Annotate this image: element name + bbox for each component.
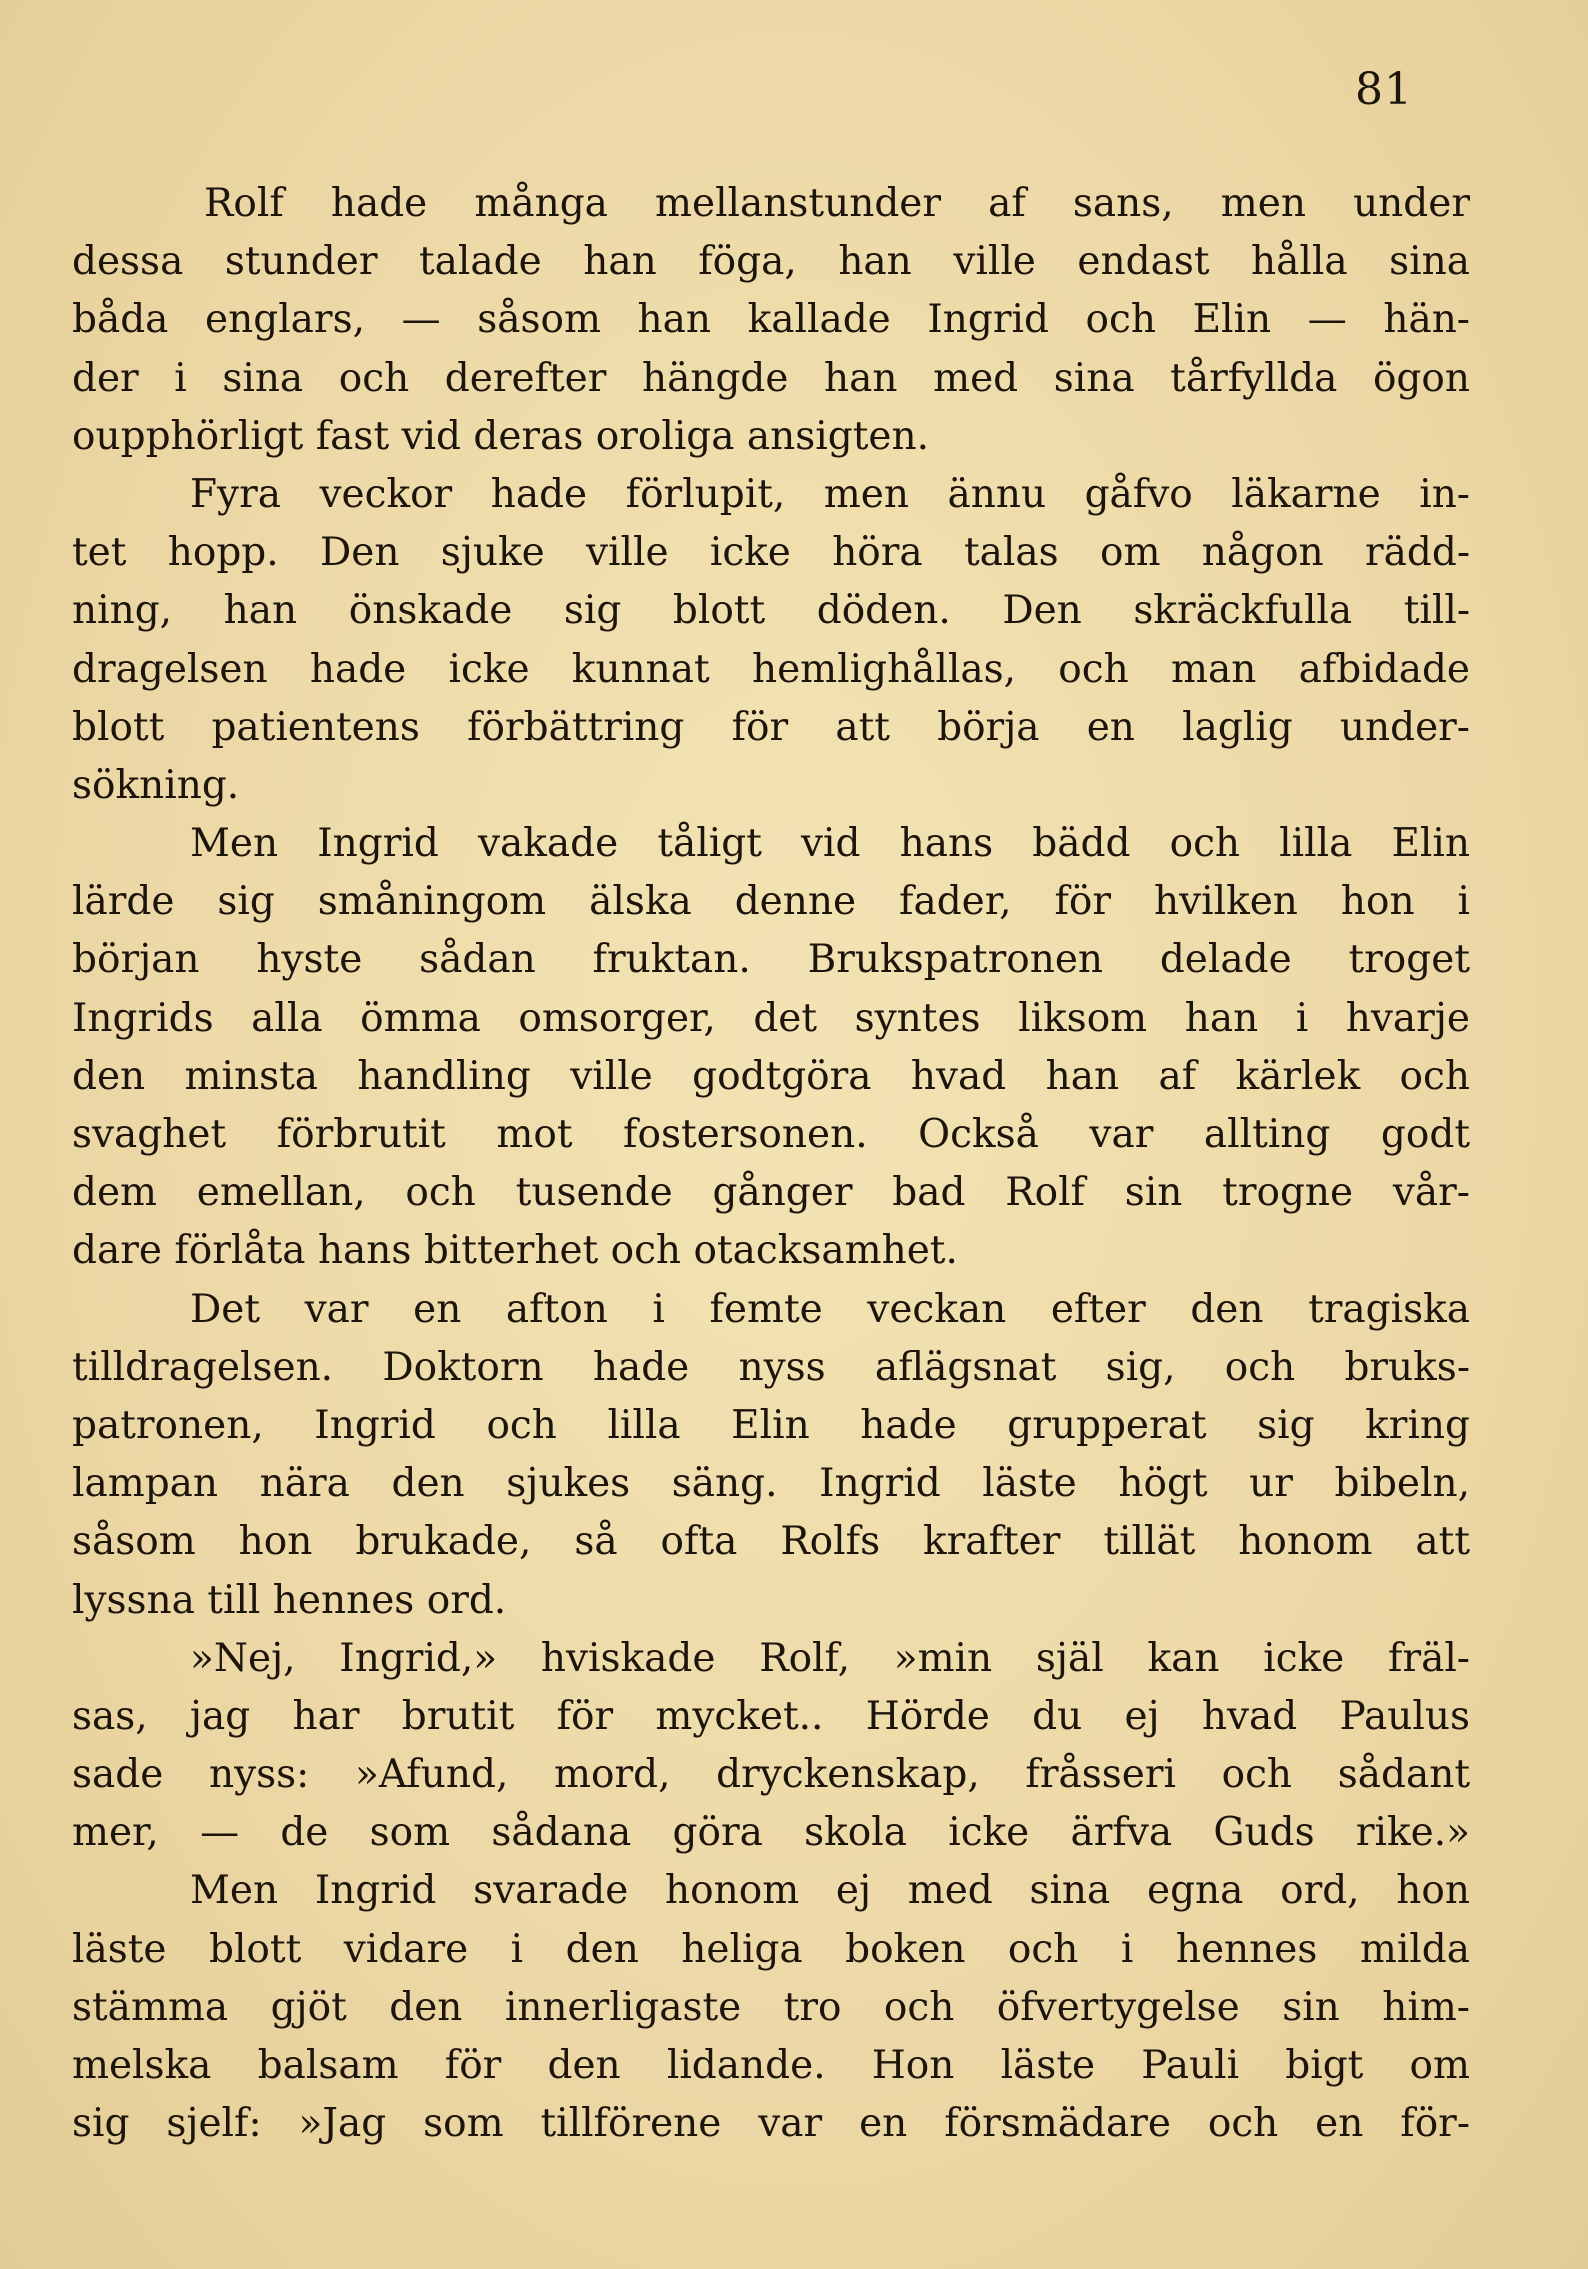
text-line: Men Ingrid svarade honom ej med sina egna ord, hon	[190, 1868, 1470, 1914]
text-line: sas, jag har brutit för mycket.. Hörde du ej hvad Paulus	[72, 1693, 1470, 1739]
text-line: dessa stunder talade han föga, han ville endast hålla sina	[72, 239, 1470, 285]
text-line: lyssna till hennes ord.	[72, 1577, 507, 1623]
text-line: dragelsen hade icke kunnat hemlighållas, och man afbidade	[72, 646, 1470, 692]
text-line: Ingrids alla ömma omsorger, det syntes liksom han i hvarje	[72, 995, 1470, 1041]
text-line: sig sjelf: »Jag som tillförene var en försmädare och en för-	[72, 2101, 1470, 2147]
text-line: stämma gjöt den innerligaste tro och öfvertygelse sin him-	[72, 1984, 1470, 2030]
text-line: den minsta handling ville godtgöra hvad han af kärlek och	[72, 1053, 1470, 1099]
text-line: ning, han önskade sig blott döden. Den skräckfulla till-	[72, 588, 1470, 634]
text-line: sade nyss: »Afund, mord, dryckenskap, fråsseri och sådant	[72, 1752, 1470, 1798]
text-line: lärde sig småningom älska denne fader, för hvilken hon i	[72, 879, 1470, 925]
text-line: Det var en afton i femte veckan efter den tragiska	[190, 1286, 1470, 1332]
body-text	[72, 175, 1470, 2153]
text-line: patronen, Ingrid och lilla Elin hade grupperat sig kring	[72, 1402, 1470, 1448]
text-line: »Nej, Ingrid,» hviskade Rolf, »min själ kan icke fräl-	[190, 1635, 1470, 1681]
text-line: der i sina och derefter hängde han med sina tårfyllda ögon	[72, 355, 1470, 401]
text-line: melska balsam för den lidande. Hon läste Pauli bigt om	[72, 2043, 1470, 2088]
text-line: blott patientens förbättring för att börja en laglig under-	[72, 704, 1470, 750]
text-line: tilldragelsen. Doktorn hade nyss aflägsnat sig, och bruks-	[72, 1344, 1470, 1390]
text-line: oupphörligt fast vid deras oroliga ansigten.	[72, 413, 929, 459]
text-line: Rolf hade många mellanstunder af sans, men under	[204, 181, 1470, 226]
text-line: båda englars, — såsom han kallade Ingrid och Elin — hän-	[72, 297, 1470, 343]
text-line: början hyste sådan fruktan. Brukspatronen delade troget	[72, 937, 1470, 983]
text-line: Men Ingrid vakade tåligt vid hans bädd och lilla Elin	[190, 821, 1470, 867]
text-line: såsom hon brukade, så ofta Rolfs krafter tillät honom att	[72, 1519, 1470, 1565]
text-line: lampan nära den sjukes säng. Ingrid läste högt ur bibeln,	[72, 1461, 1470, 1507]
text-line: dem emellan, och tusende gånger bad Rolf sin trogne vår-	[72, 1170, 1470, 1216]
text-line: Fyra veckor hade förlupit, men ännu gåfvo läkarne in-	[190, 471, 1470, 517]
text-line: sökning.	[72, 762, 240, 808]
text-line: läste blott vidare i den heliga boken och i hennes milda	[72, 1926, 1470, 1972]
text-line: dare förlåta hans bitterhet och otacksamhet.	[72, 1228, 958, 1274]
page-number: 81	[1355, 64, 1413, 115]
text-line: mer, — de som sådana göra skola icke ärfva Guds rike.»	[72, 1810, 1470, 1856]
text-line: tet hopp. Den sjuke ville icke höra talas om någon rädd-	[72, 530, 1470, 576]
text-line: svaghet förbrutit mot fostersonen. Också var allting godt	[72, 1112, 1470, 1157]
